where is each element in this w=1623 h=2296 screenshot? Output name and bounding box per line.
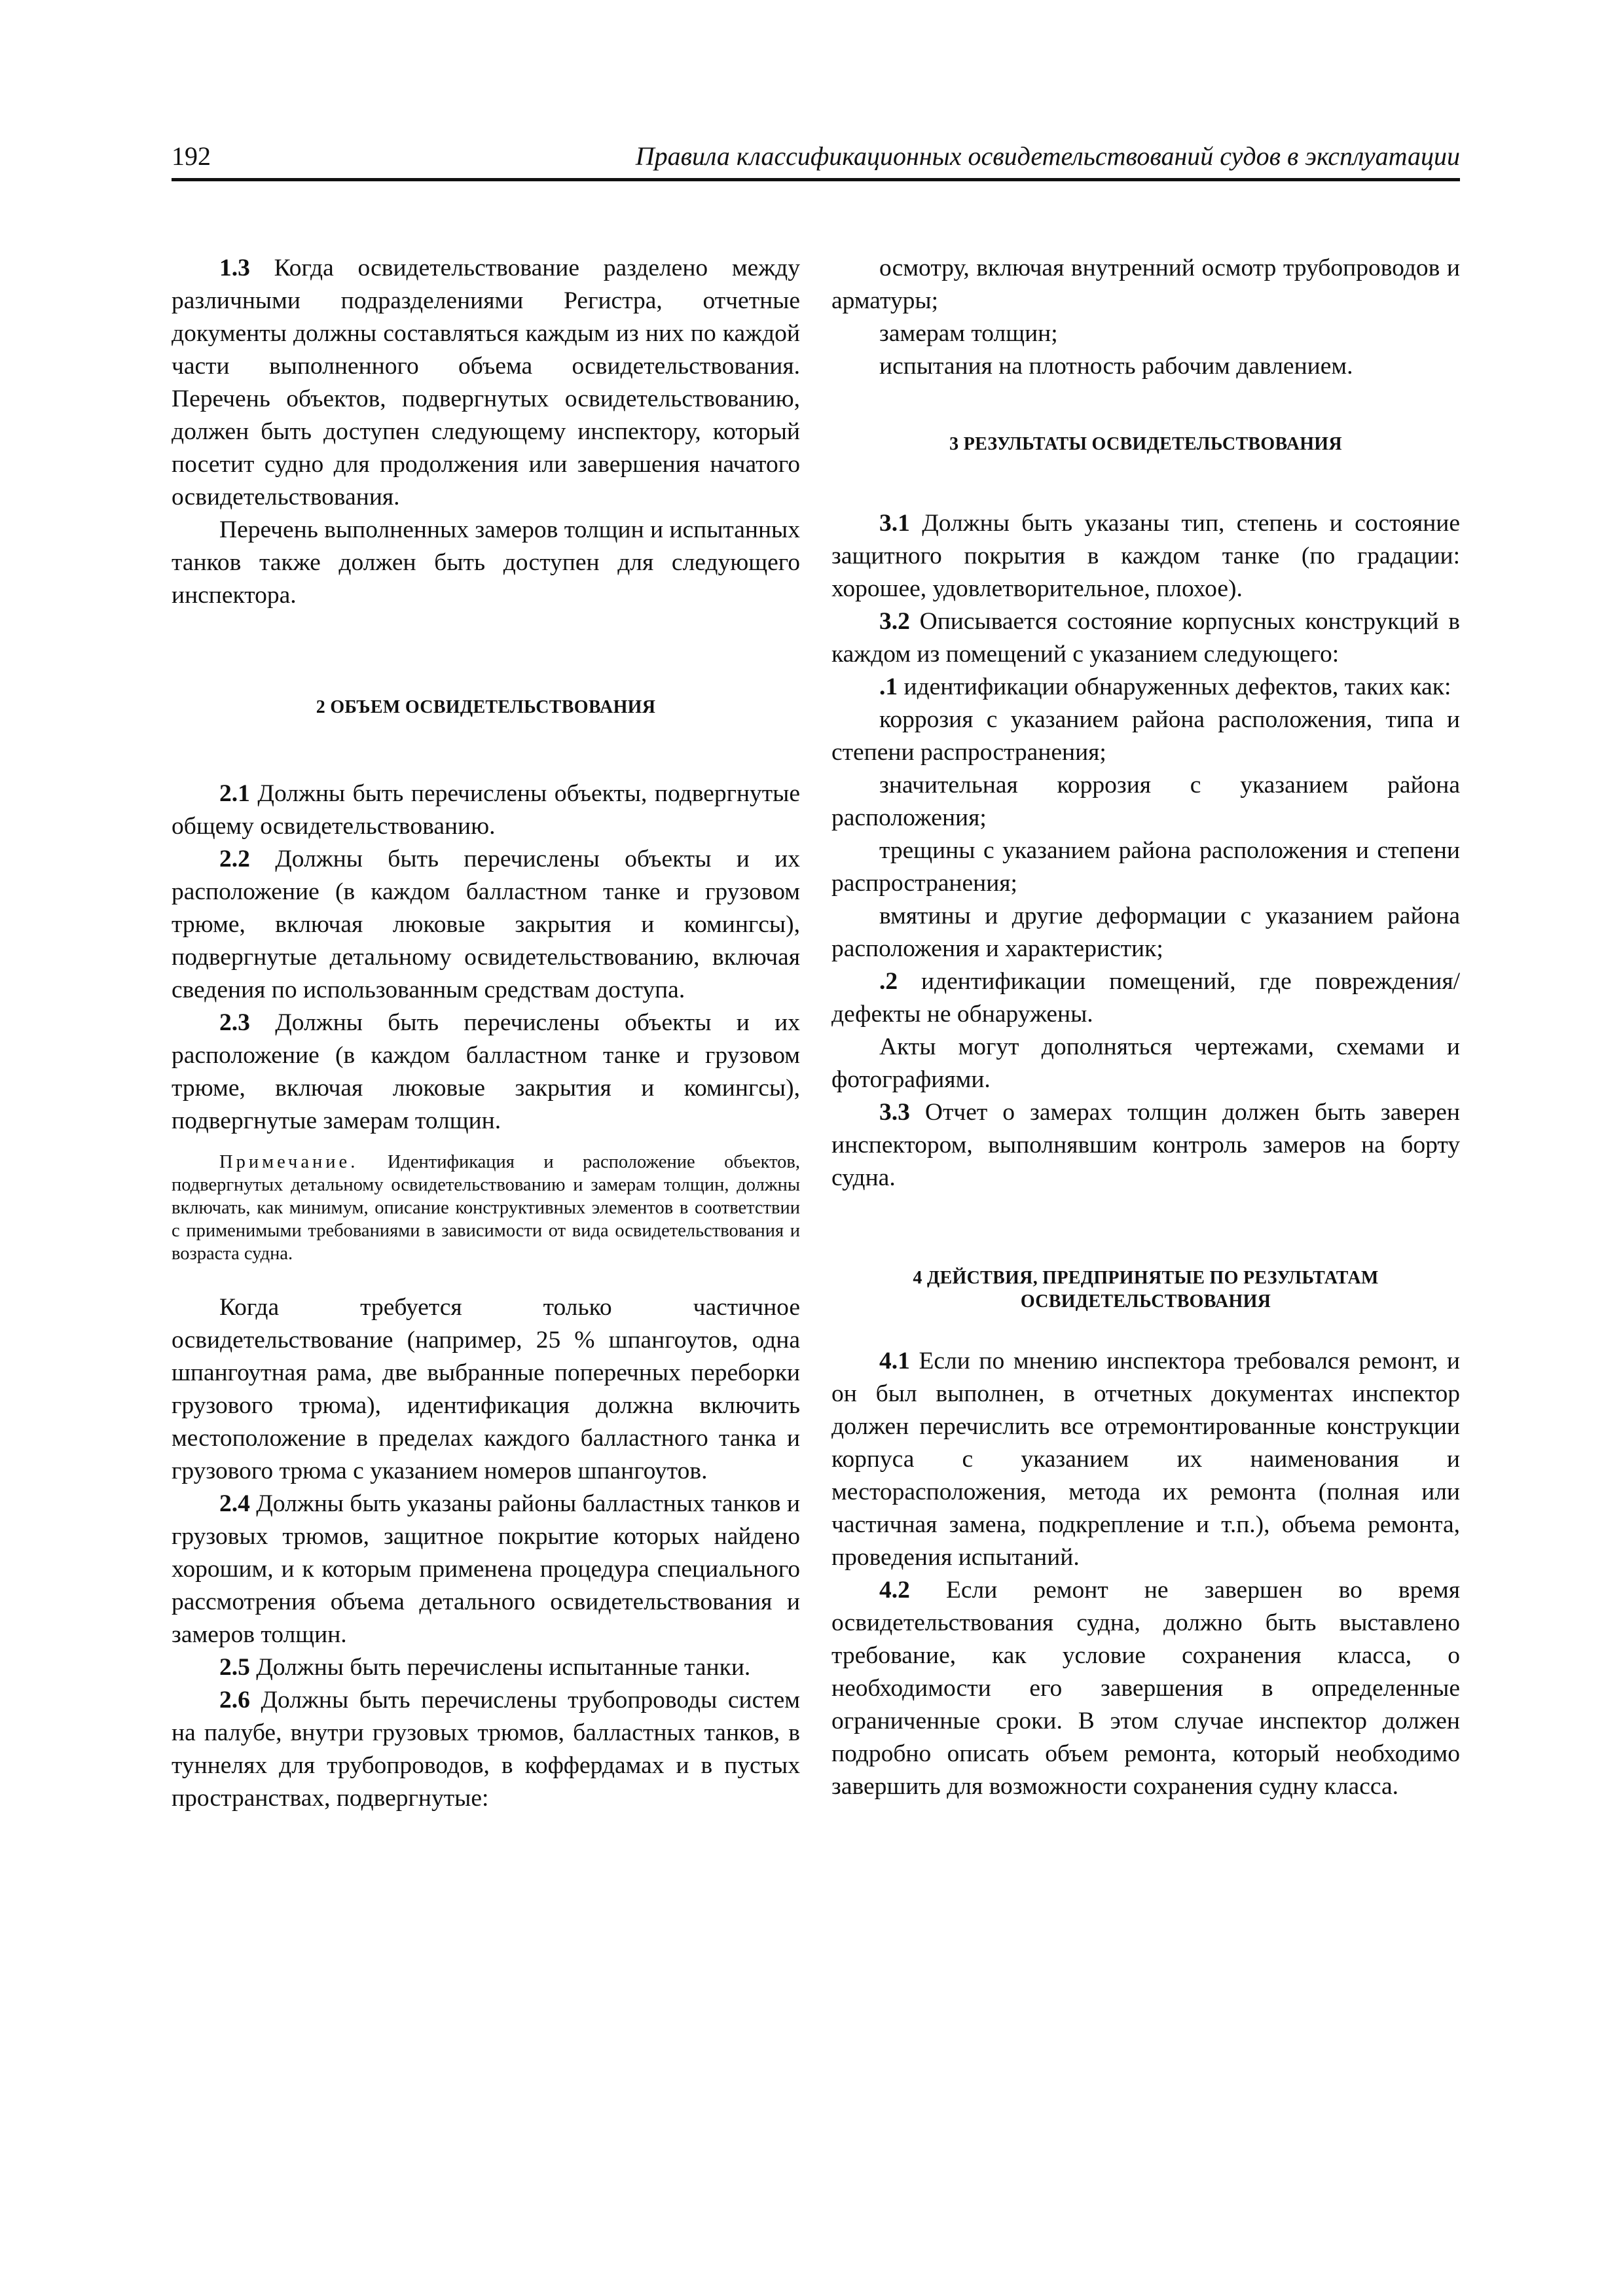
page-number: 192 — [172, 141, 211, 171]
paragraph-3-3: 3.3 Отчет о замерах толщин должен быть заверен инспектором, выполнявшим контроль замеров на борту судна. — [831, 1099, 1460, 1191]
paragraph-2-4: 2.4 Должны быть указаны районы балластных танков и грузовых трюмов, защитное покрытие которых найдено хорошим, и к которым применена процедура специального рассмотрения объема детального освидетельствования и замеров толщин. — [172, 1490, 800, 1648]
paragraph-3-2: 3.2 Описывается состояние корпусных конструкций в каждом из помещений с указанием следующего: — [831, 608, 1460, 668]
right-column — [831, 252, 1460, 1803]
paragraph-2-1: 2.1 Должны быть перечислены объекты, подвергнутые общему освидетельствованию. — [172, 780, 800, 840]
subitem-1: .1 идентификации обнаруженных дефектов, таких как: — [879, 673, 1451, 700]
list-item-thickness: замерам толщин; — [879, 320, 1058, 347]
note: Примечание. Идентификация и расположение объектов, подвергнутых детальному освидетельствованию и замерам толщин, должны включать, как минимум, описание конструктивных элементов в соответствии с применимыми требованиями в зависимости от вида освидетельствования и возраста судна. — [172, 1152, 800, 1264]
paragraph-3-1: 3.1 Должны быть указаны тип, степень и состояние защитного покрытия в каждом танке (по градации: хорошее, удовлетворительное, плохое). — [831, 510, 1460, 602]
section-2-heading: 2 ОБЪЕМ ОСВИДЕТЕЛЬСТВОВАНИЯ — [316, 697, 656, 717]
paragraph-2-6: 2.6 Должны быть перечислены трубопроводы систем на палубе, внутри грузовых трюмов, балластных танков, в туннелях для трубопроводов, в коффердамах и в пустых пространствах, подвергнутые: — [172, 1687, 800, 1812]
section-4-heading: 4 ДЕЙСТВИЯ, ПРЕДПРИНЯТЫЕ ПО РЕЗУЛЬТАТАМ ОСВИДЕТЕЛЬСТВОВАНИЯ — [913, 1268, 1379, 1312]
defect-cracks: трещины с указанием района расположения и степени распространения; — [831, 837, 1460, 897]
paragraph-2-5: 2.5 Должны быть перечислены испытанные танки. — [219, 1654, 751, 1681]
list-item-inspection: осмотру, включая внутренний осмотр трубопроводов и арматуры; — [831, 255, 1460, 314]
page-header — [172, 139, 1460, 181]
paragraph-1-3: 1.3 Когда освидетельствование разделено между различными подразделениями Регистра, отчетные документы должны составляться каждым из них по каждой части выполненного объема освидетельствования. Перечень объектов, подвергнутых освидетельствованию, должен быть доступен следующему инспектору, который посетит судно для продолжения или завершения начатого освидетельствования. — [172, 255, 800, 511]
list-item-pressure-test: испытания на плотность рабочим давлением. — [879, 353, 1353, 380]
paragraph-4-1: 4.1 Если по мнению инспектора требовался ремонт, и он был выполнен, в отчетных документах инспектор должен перечислить все отремонтированные конструкции корпуса с указанием их наименования и месторасположения, метода их ремонта (полная или частичная замена, подкрепление и т.п.), объема ремонта, проведения испытаний. — [831, 1348, 1460, 1571]
defect-corrosion: коррозия с указанием района расположения, типа и степени распространения; — [831, 706, 1460, 766]
running-title: Правила классификационных освидетельствований судов в эксплуатации — [635, 141, 1460, 171]
paragraph-4-2: 4.2 Если ремонт не завершен во время освидетельствования судна, должно быть выставлено требование, как условие сохранения класса, о необходимости его завершения в определенные ограниченные сроки. В этом случае инспектор должен подробно описать объем ремонта, который необходимо завершить для возможности сохранения судну класса. — [831, 1577, 1460, 1800]
paragraph-2-2: 2.2 Должны быть перечислены объекты и их расположение (в каждом балластном танке и грузовом трюме, включая люковые закрытия и комингсы), подвергнутые детальному освидетельствованию, включая сведения по использованным средствам доступа. — [172, 846, 800, 1003]
defect-substantial-corrosion: значительная коррозия с указанием района расположения; — [831, 772, 1460, 831]
paragraph-partial-survey: Когда требуется только частичное освидетельствование (например, 25 % шпангоутов, одна шпангоутная рама, две выбранные поперечных переборки грузового трюма), идентификация должна включить местоположение в пределах каждого балластного танка и грузового трюма с указанием номеров шпангоутов. — [172, 1294, 800, 1484]
section-3-heading: 3 РЕЗУЛЬТАТЫ ОСВИДЕТЕЛЬСТВОВАНИЯ — [949, 434, 1342, 454]
paragraph-2-3: 2.3 Должны быть перечислены объекты и их расположение (в каждом балластном танке и грузовом трюме, включая люковые закрытия и комингсы), подвергнутые замерам толщин. — [172, 1009, 800, 1134]
subitem-2: .2 идентификации помещений, где повреждения/дефекты не обнаружены. — [831, 968, 1460, 1028]
defect-dents: вмятины и другие деформации с указанием района расположения и характеристик; — [831, 903, 1460, 962]
left-column — [172, 252, 800, 1815]
paragraph-thickness-list: Перечень выполненных замеров толщин и испытанных танков также должен быть доступен для следующего инспектора. — [172, 516, 800, 609]
paragraph-acts: Акты могут дополняться чертежами, схемами и фотографиями. — [831, 1033, 1460, 1093]
